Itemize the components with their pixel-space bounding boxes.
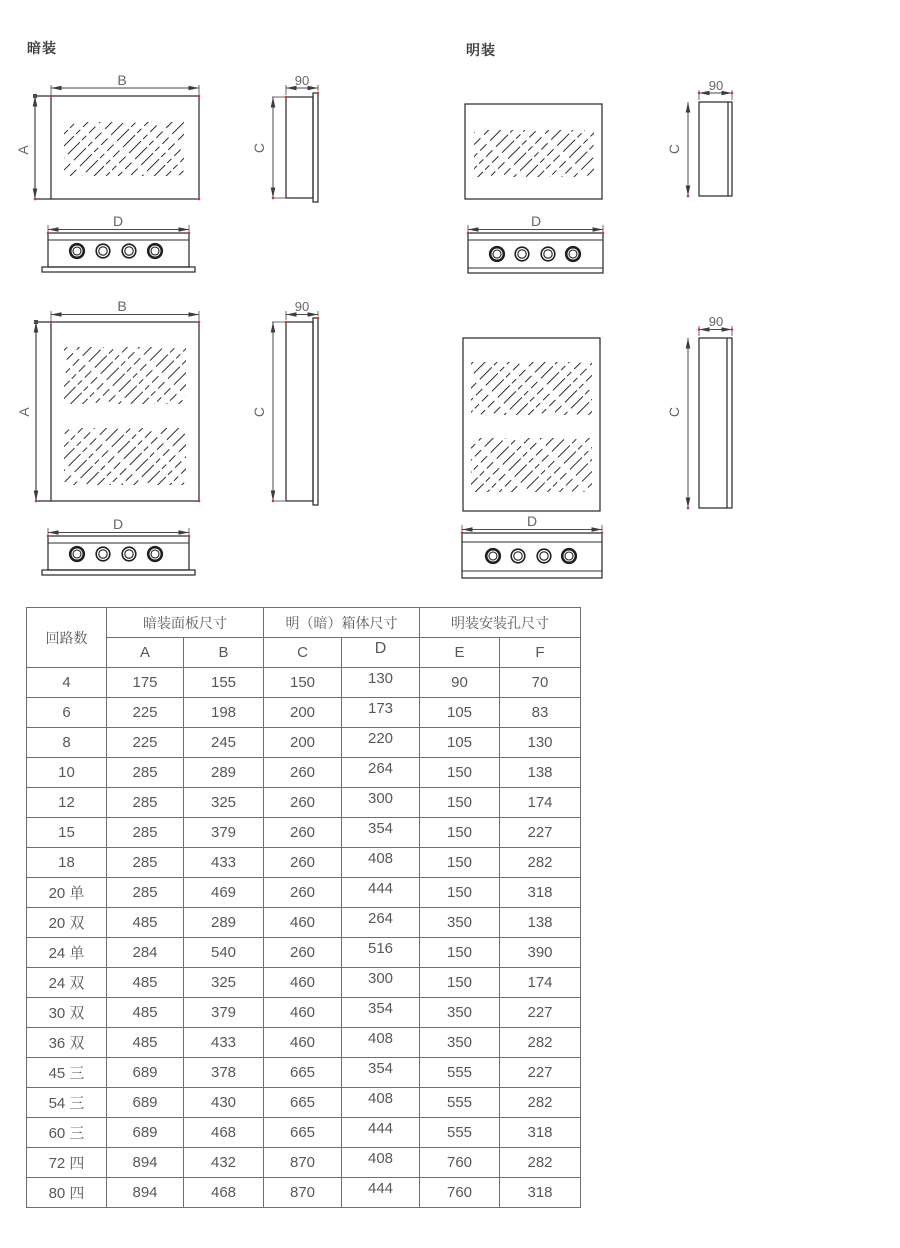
- dimension-cell: 282: [500, 848, 581, 878]
- dim-label-b: B: [117, 72, 127, 88]
- hatch-glass: [471, 438, 592, 492]
- flush-small-bottom-view: [42, 213, 195, 272]
- header-box-size: 明（暗）箱体尺寸: [264, 608, 420, 638]
- dimension-cell: 83: [500, 698, 581, 728]
- dimension-cell: 70: [500, 668, 581, 698]
- table-row: [27, 878, 581, 908]
- table-row: [27, 998, 581, 1028]
- dimension-cell: 227: [500, 1058, 581, 1088]
- circuit-count-cell: 24 单: [27, 938, 107, 968]
- dim-label-d: D: [526, 513, 538, 529]
- dimension-cell: 318: [500, 1178, 581, 1208]
- dim-label-depth: 90: [294, 73, 310, 88]
- dimension-cell: 432: [184, 1148, 264, 1178]
- dimension-cell: 300: [342, 784, 420, 814]
- dimension-cell: 760: [420, 1178, 500, 1208]
- dimension-cell: 665: [264, 1058, 342, 1088]
- knockout-holes: [70, 244, 162, 258]
- dimension-cell: 173: [342, 694, 420, 724]
- hatch-glass: [474, 130, 594, 177]
- dimension-cell: 282: [500, 1148, 581, 1178]
- dimension-cell: 354: [342, 814, 420, 844]
- dimension-cell: 150: [420, 878, 500, 908]
- dimension-cell: 175: [107, 668, 184, 698]
- dimension-cell: 408: [342, 844, 420, 874]
- surface-large-front-view: [463, 338, 600, 511]
- surface-large-side-view: [666, 314, 733, 509]
- table-row: [27, 1118, 581, 1148]
- dimension-cell: 285: [107, 848, 184, 878]
- circuit-count-cell: 20 双: [27, 908, 107, 938]
- dimension-cell: 285: [107, 758, 184, 788]
- table-row: [27, 908, 581, 938]
- section-title-surface: 明装: [466, 42, 496, 58]
- knockout-holes: [70, 547, 162, 561]
- circuit-count-cell: 12: [27, 788, 107, 818]
- dimension-cell: 150: [420, 758, 500, 788]
- col-header-e: E: [420, 638, 500, 668]
- dimension-cell: 485: [107, 968, 184, 998]
- dimension-cell: 390: [500, 938, 581, 968]
- hatch-glass: [471, 362, 592, 415]
- dimension-cell: 130: [500, 728, 581, 758]
- dimension-cell: 350: [420, 908, 500, 938]
- dimension-cell: 150: [420, 968, 500, 998]
- circuit-count-cell: 18: [27, 848, 107, 878]
- dimension-cell: 260: [264, 878, 342, 908]
- circuit-count-cell: 45 三: [27, 1058, 107, 1088]
- dimension-cell: 555: [420, 1088, 500, 1118]
- technical-drawings: [0, 0, 900, 600]
- dimension-cell: 138: [500, 758, 581, 788]
- dimension-cell: 516: [342, 934, 420, 964]
- dimension-cell: 105: [420, 698, 500, 728]
- table-row: [27, 1088, 581, 1118]
- circuit-count-cell: 15: [27, 818, 107, 848]
- circuit-count-cell: 10: [27, 758, 107, 788]
- dimension-cell: 485: [107, 998, 184, 1028]
- dimension-cell: 174: [500, 968, 581, 998]
- dimension-cell: 227: [500, 818, 581, 848]
- col-header-c: C: [264, 638, 342, 668]
- dimension-cell: 760: [420, 1148, 500, 1178]
- col-header-b: B: [184, 638, 264, 668]
- surface-small-front-view: [465, 104, 602, 199]
- dimension-cell: 150: [420, 938, 500, 968]
- dimension-cell: 894: [107, 1148, 184, 1178]
- dimension-cell: 689: [107, 1088, 184, 1118]
- dimension-cell: 665: [264, 1118, 342, 1148]
- dimension-cell: 285: [107, 788, 184, 818]
- dim-label-depth: 90: [708, 78, 724, 93]
- dim-label-b: B: [117, 298, 127, 314]
- dimension-cell: 689: [107, 1118, 184, 1148]
- circuit-count-cell: 20 单: [27, 878, 107, 908]
- dimension-cell: 408: [342, 1024, 420, 1054]
- dimension-spec-table: [26, 607, 581, 1208]
- table-row: [27, 1178, 581, 1208]
- dimension-cell: 408: [342, 1084, 420, 1114]
- dimension-cell: 284: [107, 938, 184, 968]
- dimension-cell: 150: [420, 818, 500, 848]
- dimension-cell: 105: [420, 728, 500, 758]
- dimension-cell: 460: [264, 968, 342, 998]
- circuit-count-cell: 54 三: [27, 1088, 107, 1118]
- dimension-cell: 354: [342, 1054, 420, 1084]
- table-row: [27, 1028, 581, 1058]
- surface-small-side-view: [666, 78, 733, 197]
- col-header-f: F: [500, 638, 581, 668]
- header-circuit-count: 回路数: [27, 608, 107, 668]
- dimension-cell: 350: [420, 998, 500, 1028]
- dimension-cell: 378: [184, 1058, 264, 1088]
- dimension-cell: 130: [342, 664, 420, 694]
- dimension-cell: 90: [420, 668, 500, 698]
- circuit-count-cell: 72 四: [27, 1148, 107, 1178]
- dimension-cell: 485: [107, 908, 184, 938]
- surface-large-bottom-view: [461, 513, 604, 578]
- table-row: [27, 1148, 581, 1178]
- circuit-count-cell: 36 双: [27, 1028, 107, 1058]
- dim-label-c: C: [251, 406, 267, 418]
- flush-large-bottom-view: [42, 516, 195, 575]
- flush-small-front-view: [15, 72, 200, 200]
- col-header-a: A: [107, 638, 184, 668]
- dimension-cell: 260: [264, 938, 342, 968]
- table-row: [27, 938, 581, 968]
- knockout-holes: [490, 247, 580, 261]
- dimension-cell: 444: [342, 1114, 420, 1144]
- header-mounting-hole-size: 明装安装孔尺寸: [420, 608, 581, 638]
- dim-label-depth: 90: [294, 299, 310, 314]
- dimension-cell: 689: [107, 1058, 184, 1088]
- spec-table-body: [27, 668, 581, 1208]
- dimension-cell: 200: [264, 728, 342, 758]
- dimension-cell: 260: [264, 818, 342, 848]
- col-header-d: D: [342, 634, 420, 664]
- dim-label-c: C: [666, 406, 682, 418]
- circuit-count-cell: 4: [27, 668, 107, 698]
- circuit-count-cell: 80 四: [27, 1178, 107, 1208]
- dimension-cell: 150: [264, 668, 342, 698]
- flush-large-side-view: [251, 299, 319, 505]
- dimension-cell: 469: [184, 878, 264, 908]
- header-flush-panel-size: 暗装面板尺寸: [107, 608, 264, 638]
- dimension-cell: 220: [342, 724, 420, 754]
- dimension-cell: 325: [184, 968, 264, 998]
- table-subheader-row: [27, 638, 581, 668]
- dimension-cell: 227: [500, 998, 581, 1028]
- dimension-cell: 870: [264, 1148, 342, 1178]
- knockout-holes: [486, 549, 576, 563]
- dimension-cell: 433: [184, 1028, 264, 1058]
- table-row: [27, 698, 581, 728]
- dim-label-depth: 90: [708, 314, 724, 329]
- hatch-glass: [64, 122, 184, 176]
- dimension-cell: 138: [500, 908, 581, 938]
- dimension-cell: 870: [264, 1178, 342, 1208]
- table-row: [27, 788, 581, 818]
- dimension-cell: 245: [184, 728, 264, 758]
- dimension-cell: 468: [184, 1118, 264, 1148]
- section-title-flush: 暗装: [27, 40, 57, 56]
- circuit-count-cell: 6: [27, 698, 107, 728]
- dimension-cell: 282: [500, 1028, 581, 1058]
- dim-label-a: A: [15, 145, 31, 155]
- dim-label-d: D: [112, 213, 124, 229]
- dimension-cell: 260: [264, 848, 342, 878]
- dimension-cell: 264: [342, 754, 420, 784]
- circuit-count-cell: 24 双: [27, 968, 107, 998]
- dimension-cell: 198: [184, 698, 264, 728]
- dimension-cell: 350: [420, 1028, 500, 1058]
- dimension-cell: 540: [184, 938, 264, 968]
- dimension-cell: 155: [184, 668, 264, 698]
- dimension-cell: 285: [107, 818, 184, 848]
- table-row: [27, 758, 581, 788]
- dimension-cell: 318: [500, 878, 581, 908]
- dimension-cell: 289: [184, 758, 264, 788]
- dimension-cell: 665: [264, 1088, 342, 1118]
- table-row: [27, 818, 581, 848]
- table-group-header-row: [27, 608, 581, 638]
- dimension-cell: 225: [107, 728, 184, 758]
- dim-label-a: A: [16, 407, 32, 417]
- circuit-count-cell: 60 三: [27, 1118, 107, 1148]
- dim-label-c: C: [251, 142, 267, 154]
- dimension-cell: 555: [420, 1118, 500, 1148]
- table-row: [27, 668, 581, 698]
- dimension-cell: 460: [264, 998, 342, 1028]
- dimension-cell: 260: [264, 758, 342, 788]
- table-row: [27, 728, 581, 758]
- dimension-cell: 379: [184, 998, 264, 1028]
- dimension-cell: 289: [184, 908, 264, 938]
- dim-label-c: C: [666, 143, 682, 155]
- table-row: [27, 968, 581, 998]
- dimension-cell: 408: [342, 1144, 420, 1174]
- dimension-cell: 444: [342, 1174, 420, 1204]
- surface-small-bottom-view: [467, 213, 605, 273]
- dimension-cell: 555: [420, 1058, 500, 1088]
- dimension-cell: 300: [342, 964, 420, 994]
- dimension-cell: 444: [342, 874, 420, 904]
- flush-small-side-view: [251, 73, 319, 202]
- dimension-cell: 260: [264, 788, 342, 818]
- dimension-cell: 460: [264, 908, 342, 938]
- dimension-cell: 174: [500, 788, 581, 818]
- dimension-cell: 318: [500, 1118, 581, 1148]
- hatch-glass: [64, 428, 186, 485]
- dimension-cell: 485: [107, 1028, 184, 1058]
- dimension-cell: 150: [420, 848, 500, 878]
- dimension-cell: 894: [107, 1178, 184, 1208]
- table-row: [27, 1058, 581, 1088]
- dimension-cell: 264: [342, 904, 420, 934]
- dim-label-d: D: [530, 213, 542, 229]
- table-row: [27, 848, 581, 878]
- dimension-cell: 200: [264, 698, 342, 728]
- circuit-count-cell: 30 双: [27, 998, 107, 1028]
- dimension-cell: 430: [184, 1088, 264, 1118]
- dimension-cell: 468: [184, 1178, 264, 1208]
- dimension-cell: 433: [184, 848, 264, 878]
- dimension-cell: 379: [184, 818, 264, 848]
- flush-large-front-view: [16, 298, 200, 502]
- circuit-count-cell: 8: [27, 728, 107, 758]
- dimension-cell: 354: [342, 994, 420, 1024]
- hatch-glass: [64, 347, 186, 404]
- dimension-cell: 282: [500, 1088, 581, 1118]
- dimension-cell: 225: [107, 698, 184, 728]
- dimension-cell: 460: [264, 1028, 342, 1058]
- dim-label-d: D: [112, 516, 124, 532]
- dimension-cell: 325: [184, 788, 264, 818]
- dimension-cell: 285: [107, 878, 184, 908]
- dimension-cell: 150: [420, 788, 500, 818]
